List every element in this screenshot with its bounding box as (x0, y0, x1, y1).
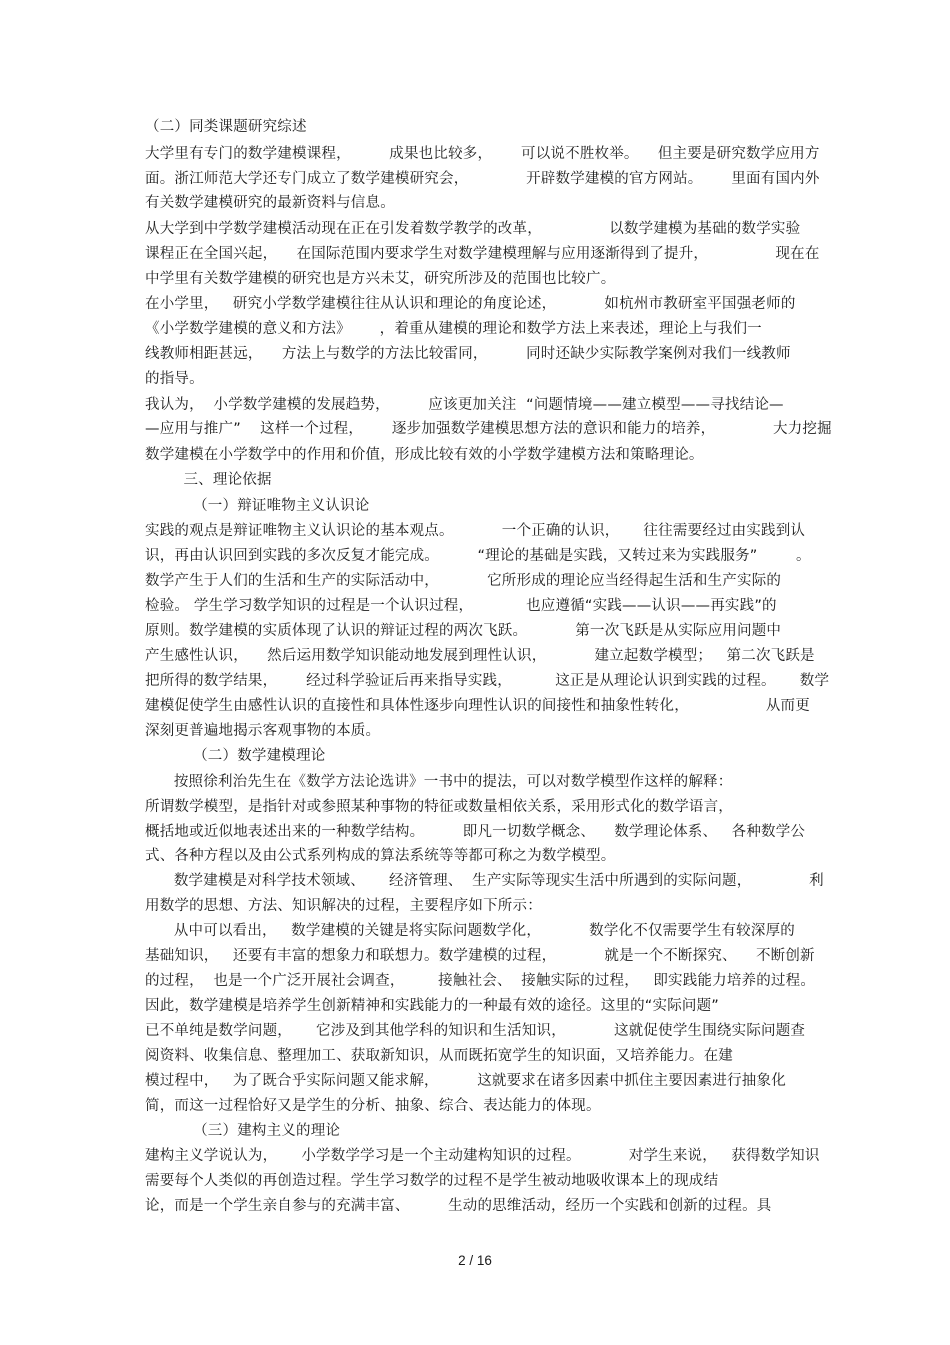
text-line: 三、理论依据 (145, 472, 272, 488)
text-line: 数学建模是对科学技术领域、 经济管理、 生产实际等现实生活中所遇到的实际问题， 利 (145, 873, 824, 889)
text-line: 在小学里， 研究小学数学建模往往从认识和理论的角度论述， 如杭州市教研室平国强老师的 (145, 296, 796, 312)
text-line: 建构主义学说认为， 小学数学学习是一个主动建构知识的过程。 对学生来说， 获得数学知识 (145, 1148, 820, 1164)
text-line: 因此，数学建模是培养学生创新精神和实践能力的一种最有效的途径。这里的“实际问题” (145, 998, 720, 1014)
text-line: 检验。 学生学习数学知识的过程是一个认识过程， 也应遵循“实践——认识——再实践”的 (145, 598, 777, 614)
text-line: 实践的观点是辩证唯物主义认识论的基本观点。 一个正确的认识， 往往需要经过由实践到认 (145, 523, 806, 539)
text-line: （三）建构主义的理论 (145, 1123, 341, 1139)
text-line: 简，而这一过程恰好又是学生的分析、抽象、综合、表达能力的体现。 (145, 1098, 601, 1114)
text-line: 深刻更普遍地揭示客观事物的本质。 (145, 723, 381, 739)
text-line: 面。浙江师范大学还专门成立了数学建模研究会， 开辟数学建模的官方网站。 里面有国内外 (145, 171, 820, 187)
text-line: 线教师相距甚远， 方法上与数学的方法比较雷同， 同时还缺少实际教学案例对我们一线教师 (145, 346, 791, 362)
text-line: 已不单纯是数学问题， 它涉及到其他学科的知识和生活知识， 这就促使学生围绕实际问题查 (145, 1023, 806, 1039)
text-line: 的指导。 (145, 371, 204, 387)
text-line: 论，而是一个学生亲自参与的充满丰富、 生动的思维活动，经历一个实践和创新的过程。具 (145, 1198, 772, 1214)
text-line: 课程正在全国兴起， 在国际范围内要求学生对数学建模理解与应用逐渐得到了提升， 现在在 (145, 246, 820, 262)
text-line: （二）数学建模理论 (145, 748, 326, 764)
text-line: （一）辩证唯物主义认识论 (145, 498, 370, 514)
text-line: 建模促使学生由感性认识的直接性和具体性逐步向理性认识的间接性和抽象性转化， 从而更 (145, 698, 810, 714)
text-line: 产生感性认识， 然后运用数学知识能动地发展到理性认识， 建立起数学模型； 第二次飞跃是 (145, 648, 815, 664)
text-line: 所谓数学模型，是指针对或参照某种事物的特征或数量相依关系，采用形式化的数学语言， (145, 799, 733, 815)
text-line: —应用与推广” 这样一个过程， 逐步加强数学建模思想方法的意识和能力的培养， 大力挖掘 (145, 421, 832, 437)
text-line: 的过程， 也是一个广泛开展社会调查， 接触社会、 接触实际的过程， 即实践能力培养的过程。 (145, 973, 816, 989)
text-line: 从中可以看出， 数学建模的关键是将实际问题数学化， 数学化不仅需要学生有较深厚的 (145, 923, 795, 939)
text-line: 基础知识， 还要有丰富的想象力和联想力。数学建模的过程， 就是一个不断探究、 不断创新 (145, 948, 815, 964)
text-line: 原则。数学建模的实质体现了认识的辩证过程的两次飞跃。 第一次飞跃是从实际应用问题中 (145, 623, 782, 639)
text-line: 数学产生于人们的生活和生产的实际活动中， 它所形成的理论应当经得起生活和生产实际的 (145, 573, 782, 589)
text-line: 数学建模在小学数学中的作用和价值，形成比较有效的小学数学建模方法和策略理论。 (145, 447, 704, 463)
text-line: 用数学的思想、方法、知识解决的过程，主要程序如下所示： (145, 898, 542, 914)
text-line: 模过程中， 为了既合乎实际问题又能求解， 这就要求在诸多因素中抓住主要因素进行抽象化 (145, 1073, 786, 1089)
text-line: 《小学数学建模的意义和方法》 ，着重从建模的理论和数学方法上来表述，理论上与我们一 (145, 321, 762, 337)
text-line: 需要每个人类似的再创造过程。学生学习数学的过程不是学生被动地吸收课本上的现成结 (145, 1173, 719, 1189)
text-line: 把所得的数学结果， 经过科学验证后再来指导实践， 这正是从理论认识到实践的过程。 数学 (145, 673, 830, 689)
text-line: 识，再由认识回到实践的多次反复才能完成。 “理论的基础是实践，又转过来为实践服务” 。 (145, 548, 811, 564)
text-line: 中学里有关数学建模的研究也是方兴未艾，研究所涉及的范围也比较广。 (145, 271, 616, 287)
text-line: （二）同类课题研究综述 (145, 119, 307, 135)
text-line: 有关数学建模研究的最新资料与信息。 (145, 195, 395, 211)
text-line: 大学里有专门的数学建模课程， 成果也比较多， 可以说不胜枚举。 但主要是研究数学应用方 (145, 146, 820, 162)
text-line: 按照徐利治先生在《数学方法论选讲》一书中的提法，可以对数学模型作这样的解释： (145, 774, 733, 790)
text-line: 概括地或近似地表述出来的一种数学结构。 即凡一切数学概念、 数学理论体系、 各种数学公 (145, 824, 806, 840)
text-line: 我认为， 小学数学建模的发展趋势， 应该更加关注 “问题情境——建立模型——寻找结论— (145, 397, 784, 413)
text-line: 阅资料、收集信息、整理加工、获取新知识，从而既拓宽学生的知识面，又培养能力。在建 (145, 1048, 733, 1064)
page-number: 2 / 16 (458, 1253, 492, 1268)
text-line: 式、各种方程以及由公式系列构成的算法系统等等都可称之为数学模型。 (145, 848, 616, 864)
text-line: 从大学到中学数学建模活动现在正在引发着数学教学的改革， 以数学建模为基础的数学实验 (145, 221, 801, 237)
